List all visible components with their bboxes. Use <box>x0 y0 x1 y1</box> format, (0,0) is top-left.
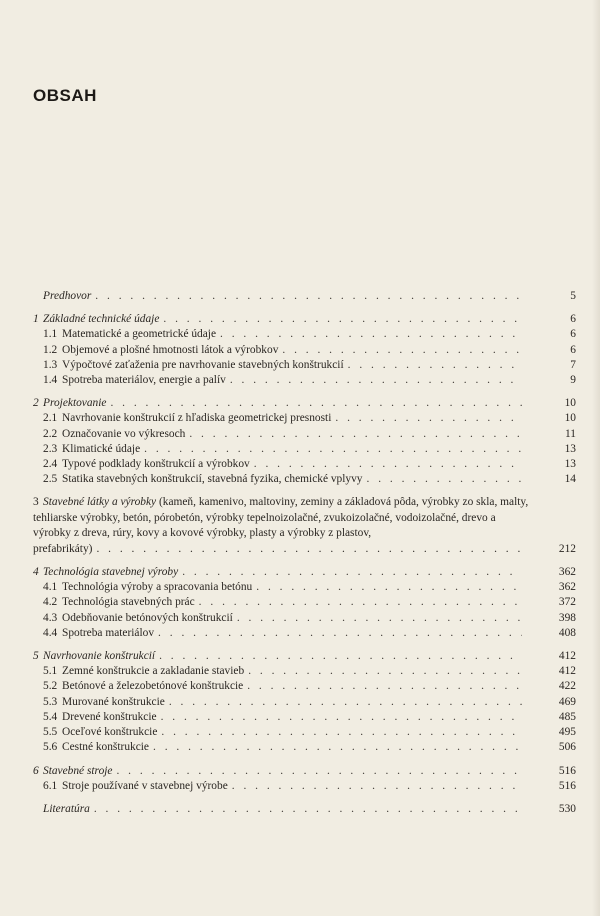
toc-entry-label: Navrhovanie konštrukcií <box>43 650 156 663</box>
toc-section[interactable] <box>0 725 576 740</box>
toc-page-number: 398 <box>558 611 576 624</box>
toc-page-number: 10 <box>564 412 576 425</box>
toc-entry-label: Typové podklady konštrukcií a výrobkov <box>62 458 250 471</box>
toc-entry-number: 5.3 <box>43 695 58 708</box>
dot-leader <box>230 373 522 388</box>
toc-section[interactable] <box>0 373 576 388</box>
toc-section[interactable] <box>0 442 576 457</box>
dot-leader <box>232 779 522 794</box>
toc-chapter[interactable] <box>0 764 576 779</box>
toc-entry-number: 4.1 <box>43 581 58 594</box>
toc-entry-number: 4 <box>33 566 39 579</box>
toc-entry-label: Klimatické údaje <box>62 442 141 455</box>
toc-entry-number: 2.4 <box>43 458 58 471</box>
page-edge-shading <box>592 0 600 916</box>
dot-leader <box>248 664 522 679</box>
toc-entry-label: Literatúra <box>43 802 90 815</box>
toc-entry-number: 4.3 <box>43 611 58 624</box>
toc-entry-label: Projektovanie <box>43 397 107 410</box>
dot-leader <box>95 289 522 304</box>
toc-entry-label: Technológia výroby a spracovania betónu <box>62 581 253 594</box>
toc-page-number: 516 <box>558 764 576 777</box>
toc-page-number: 10 <box>564 397 576 410</box>
toc-page-number: 212 <box>558 542 576 555</box>
toc-entry-label: Označovanie vo výkresoch <box>62 427 186 440</box>
dot-leader <box>116 764 522 779</box>
toc-entry-number: 4.4 <box>43 626 58 639</box>
toc-entry-label: Spotreba materiálov <box>62 626 155 639</box>
toc-entry-label: Stavebné látky a výrobky <box>43 496 157 509</box>
toc-entry-label: Statika stavebných konštrukcií, stavebná fyzika, chemické vplyvy <box>62 473 363 486</box>
toc-section[interactable] <box>0 427 576 442</box>
toc-section[interactable] <box>0 664 576 679</box>
toc-entry-label: Technológia stavebných prác <box>62 596 195 609</box>
dot-leader <box>254 457 522 472</box>
toc-page-number: 6 <box>570 313 576 326</box>
toc-entry-number: 5.2 <box>43 680 58 693</box>
toc-entry-number: 1.4 <box>43 374 58 387</box>
dot-leader <box>199 595 522 610</box>
toc-entry-label: Zemné konštrukcie a zakladanie stavieb <box>62 665 245 678</box>
toc-page-number: 412 <box>558 665 576 678</box>
toc-entry-number: 2 <box>33 397 39 410</box>
toc-entry-number: 1.2 <box>43 343 58 356</box>
toc-entry-label: Predhovor <box>43 290 92 302</box>
toc-section[interactable] <box>0 343 576 358</box>
toc-entry-number: 6 <box>33 764 39 777</box>
dot-leader <box>169 695 522 710</box>
toc-section[interactable] <box>0 740 576 755</box>
dot-leader <box>348 358 522 373</box>
toc-entry-label: Matematické a geometrické údaje <box>62 328 217 341</box>
toc-section[interactable] <box>0 457 576 472</box>
toc-entry-number: 1 <box>33 313 39 326</box>
toc-section[interactable] <box>0 595 576 610</box>
dot-leader <box>144 442 522 457</box>
toc-section[interactable] <box>0 679 576 694</box>
toc-entry-number: 5.1 <box>43 665 58 678</box>
toc-entry-last-text: prefabrikáty) <box>33 542 93 555</box>
toc-chapter[interactable] <box>0 289 576 304</box>
toc-page-number: 485 <box>558 710 576 723</box>
toc-entry-number: 2.5 <box>43 473 58 486</box>
toc-entry-label: Výpočtové zaťaženia pre navrhovanie stavebných konštrukcií <box>62 358 344 371</box>
toc-entry-label: Drevené konštrukcie <box>62 710 157 723</box>
toc-page-number: 6 <box>570 328 576 341</box>
toc-entry-label: Cestné konštrukcie <box>62 741 149 754</box>
toc-section[interactable] <box>0 611 576 626</box>
toc-entry-number: 2.3 <box>43 442 58 455</box>
dot-leader <box>161 710 522 725</box>
toc-page-number: 516 <box>558 779 576 792</box>
toc-entry-number: 5 <box>33 650 39 663</box>
toc-page-number: 6 <box>570 343 576 356</box>
toc-entry-number: 6.1 <box>43 779 58 792</box>
toc-section[interactable] <box>0 779 576 794</box>
toc-section[interactable] <box>0 472 576 487</box>
toc-entry-last-line <box>33 542 532 557</box>
dot-leader <box>94 802 522 817</box>
toc-page-number: 530 <box>558 802 576 815</box>
toc-entry-number: 5.5 <box>43 726 58 739</box>
dot-leader <box>335 411 522 426</box>
toc-entry-number: 5.6 <box>43 741 58 754</box>
toc-page-number: 5 <box>570 290 576 302</box>
toc-section[interactable] <box>0 626 576 641</box>
toc-section[interactable] <box>0 327 576 342</box>
toc-entry-number: 4.2 <box>43 596 58 609</box>
toc-page-number: 9 <box>570 374 576 387</box>
toc-chapter[interactable] <box>0 649 576 664</box>
toc-entry-label: Stroje používané v stavebnej výrobe <box>62 779 228 792</box>
toc-gap <box>0 388 600 396</box>
toc-entry-label: Navrhovanie konštrukcií z hľadiska geometrickej presnosti <box>62 412 332 425</box>
toc-page-number: 13 <box>564 458 576 471</box>
toc-gap <box>0 304 600 312</box>
toc-page-number: 408 <box>558 626 576 639</box>
page-title: OBSAH <box>33 86 97 105</box>
dot-leader <box>159 649 522 664</box>
toc-entry-number: 2.1 <box>43 412 58 425</box>
toc-gap <box>0 487 600 495</box>
dot-leader <box>182 565 522 580</box>
toc-page-number: 362 <box>558 581 576 594</box>
toc-entry-label: Spotreba materiálov, energie a palív <box>62 374 226 387</box>
dot-leader <box>247 679 522 694</box>
dot-leader <box>96 542 528 557</box>
toc-page-number: 372 <box>558 596 576 609</box>
toc-page-number: 13 <box>564 442 576 455</box>
toc-entry-label: Betónové a železobetónové konštrukcie <box>62 680 244 693</box>
toc-gap <box>0 756 600 764</box>
dot-leader <box>153 740 522 755</box>
dot-leader <box>256 580 522 595</box>
toc-section[interactable] <box>0 710 576 725</box>
toc-entry-number: 5.4 <box>43 710 58 723</box>
toc-page-number: 412 <box>558 650 576 663</box>
toc-section[interactable] <box>0 580 576 595</box>
dot-leader <box>189 427 522 442</box>
toc-chapter[interactable] <box>0 565 576 580</box>
toc-gap <box>0 794 600 802</box>
toc-entry-number: 1.3 <box>43 358 58 371</box>
toc-page-number: 506 <box>558 741 576 754</box>
toc-entry-text <box>33 495 532 541</box>
toc-entry-label: Technológia stavebnej výroby <box>43 566 179 579</box>
toc-section[interactable] <box>0 695 576 710</box>
toc-entry-label: Odebňovanie betónových konštrukcií <box>62 611 233 624</box>
toc-page-number: 469 <box>558 695 576 708</box>
toc-chapter[interactable] <box>0 802 576 817</box>
toc-entry-number: 1.1 <box>43 328 58 341</box>
toc-page-number: 11 <box>565 427 576 440</box>
toc-page-number: 422 <box>558 680 576 693</box>
toc-chapter[interactable] <box>0 312 576 327</box>
toc-entry-description: (kameň, kamenivo, maltoviny, zeminy a základová pôda, výrobky zo skla, malty, tehliarske výrobky, betón, pórobetón, výrobky tepelnoizolačné, zvukoizolačné, vodoizolačné, drevo a výrobky z dreva, rúry, kovy a kovové výrobky, plasty a výrobky z plastov, <box>33 496 529 540</box>
dot-leader <box>237 611 522 626</box>
dot-leader <box>158 626 522 641</box>
toc-entry-label: Oceľové konštrukcie <box>62 726 158 739</box>
toc-entry-number: 2.2 <box>43 427 58 440</box>
dot-leader <box>163 312 522 327</box>
dot-leader <box>110 396 522 411</box>
toc-entry-label: Objemové a plošné hmotnosti látok a výrobkov <box>62 343 279 356</box>
toc-section[interactable] <box>0 358 576 373</box>
toc-chapter[interactable] <box>0 396 576 411</box>
toc-entry-number: 3 <box>33 496 39 509</box>
toc-page-number: 14 <box>564 473 576 486</box>
toc-page-number: 7 <box>570 358 576 371</box>
toc-section[interactable] <box>0 411 576 426</box>
dot-leader <box>220 327 522 342</box>
table-of-contents <box>0 289 600 817</box>
toc-entry-label: Stavebné stroje <box>43 764 113 777</box>
dot-leader <box>367 472 522 487</box>
toc-entry[interactable] <box>0 495 576 557</box>
toc-entry-label: Základné technické údaje <box>43 313 160 326</box>
toc-gap <box>0 641 600 649</box>
toc-page-number: 495 <box>558 726 576 739</box>
dot-leader <box>161 725 522 740</box>
toc-gap <box>0 557 600 565</box>
toc-page-number: 362 <box>558 566 576 579</box>
toc-entry-label: Murované konštrukcie <box>62 695 165 708</box>
dot-leader <box>282 343 522 358</box>
